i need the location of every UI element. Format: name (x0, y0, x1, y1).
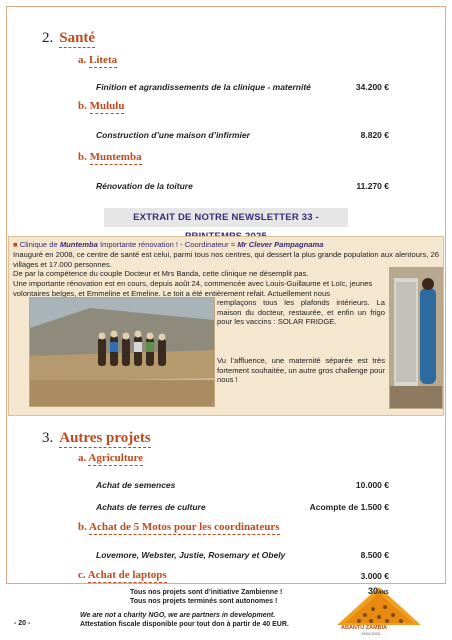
project-line: Rénovation de la toiture (96, 181, 193, 191)
page-number: - 20 - (14, 620, 31, 627)
newsletter-paragraph: Vu l’affluence, une maternité séparée est très fortement souhaitée, un autre gros challenge pour nous ! (217, 356, 386, 384)
newsletter-paragraph: Inauguré en 2008, ce centre de santé est celui, parmi tous nos centres, qui dessert la plus grande population aux alentours, 26 villages et 17.000 personnes. (13, 250, 439, 269)
project-amount: 34.200 € (355, 82, 389, 92)
logo-years: 30ANS (368, 586, 389, 596)
footer-line: We are not a charity NGO, we are partners in development. (80, 612, 276, 619)
section-title-text: Autres projets (59, 430, 151, 446)
subsection-mululu (78, 100, 124, 112)
subsection-letter: a. (78, 452, 87, 464)
subsection-motos (78, 521, 280, 533)
newsletter-paragraph: remplaçons tous les plafonds intérieurs. La maison du docteur, restaurée, et enfin un frigo pour les vaccins : SOLAR FRIDGE. (217, 298, 385, 326)
subsection-letter: b. (78, 100, 87, 112)
logo-dates: 1994-2024 (361, 631, 381, 636)
abantu-zambia-logo (335, 585, 423, 636)
project-line: Construction d’une maison d’infirmier (96, 130, 250, 140)
footer-line: Attestation fiscale disponible pour tout don à partir de 40 EUR. (80, 621, 289, 628)
heading-place: Muntemba (59, 240, 98, 249)
logo-name: ABANTU ZAMBIA (341, 625, 388, 631)
newsletter-paragraph: Une importante rénovation est en cours, depuis août 24, commencée avec Louis-Guillaume et Loïc, jeunes volontaires belges, et Emmeline et Emeline. Le toit a été entièrement refait. Actuellement nous (13, 279, 373, 298)
subsection-letter: c. (78, 569, 86, 581)
project-line: Lovemore, Webster, Justie, Rosemary et Obely (96, 550, 286, 560)
project-amount: 10.000 € (355, 480, 389, 490)
subsection-name: Muntemba (89, 151, 142, 163)
section-number: 2. (42, 30, 54, 46)
subsection-agriculture (78, 452, 143, 464)
project-amount: 8.820 € (360, 130, 389, 140)
bullet-icon: ■ (13, 240, 18, 249)
project-amount: 3.000 € (360, 571, 389, 581)
subsection-liteta (78, 54, 117, 66)
project-line: Achat de semences (96, 480, 176, 490)
heading-rest: Importante rénovation ! - Coordinateur = (99, 240, 236, 249)
newsletter-title: EXTRAIT DE NOTRE NEWSLETTER 33 - (104, 208, 348, 227)
subsection-letter: a. (78, 54, 87, 66)
section-number: 3. (42, 430, 54, 446)
subsection-name: Agriculture (88, 452, 144, 464)
project-amount: 11.270 € (356, 181, 389, 191)
footer-line: Tous nos projets terminés sont autonomes ! (130, 598, 278, 605)
project-amount: Acompte de 1.500 € (309, 502, 389, 512)
footer-line: Tous nos projets sont d’initiative Zambienne ! (130, 589, 283, 596)
subsection-letter: b. (78, 151, 87, 163)
subsection-name: Achat de 5 Motos pour les coordinateurs (89, 521, 280, 533)
solar-fridge-photo (389, 267, 443, 409)
subsection-laptops (78, 569, 167, 581)
subsection-muntemba (78, 151, 142, 163)
heading-prefix: Clinique de (19, 240, 58, 249)
project-line: Achats de terres de culture (96, 502, 206, 512)
subsection-name: Liteta (89, 54, 118, 66)
project-line: Finition et agrandissements de la clinique - maternité (96, 82, 311, 92)
project-amount: 8.500 € (360, 550, 389, 560)
section-title-autres (42, 430, 151, 447)
newsletter-heading (13, 240, 441, 250)
subsection-name: Mululu (89, 100, 125, 112)
subsection-letter: b. (78, 521, 87, 533)
section-title-text: Santé (59, 30, 96, 46)
volunteers-photo (29, 297, 215, 407)
newsletter-paragraph: De par la compétence du couple Docteur et Mrs Banda, cette clinique ne désemplit pas. (13, 269, 309, 278)
section-title-sante (42, 30, 95, 47)
newsletter-panel (8, 236, 444, 416)
subsection-name: Achat de laptops (87, 569, 167, 581)
heading-coordinator: Mr Clever Pampagnama (237, 240, 324, 249)
